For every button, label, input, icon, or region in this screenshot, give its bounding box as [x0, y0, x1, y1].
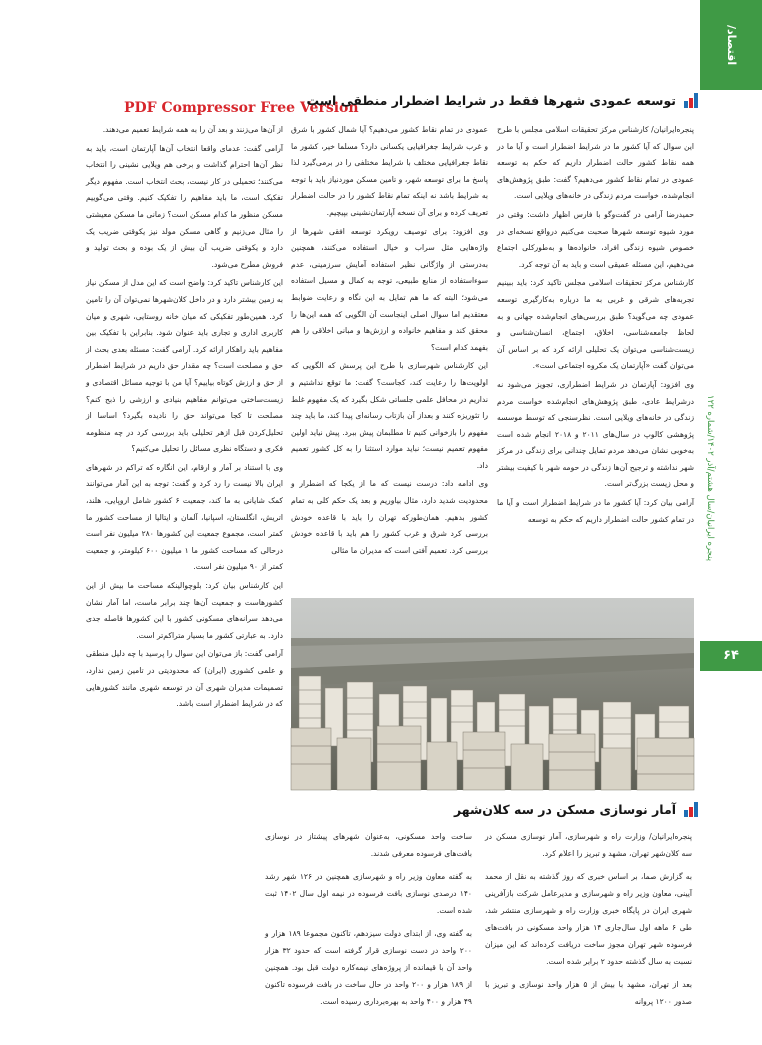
paragraph: به گفته وی، از ابتدای دولت سیزدهم، تاکنون مجموعا ۱۸۹ هزار و ۲۰۰ واحد در دست نوسازی قرار گرفته است که حدود ۳۲ هزار واحد آن با قیمانده از پروژه‌های نیمه‌کاره دولت قبل بود. همچنین از ۱۸۹ هزار و ۲۰۰ واحد در حال ساخت در بافت فرسوده تاکنون ۴۹ هزار و ۴۰۰ واحد به بهره‌برداری رسیده است. — [265, 929, 473, 1006]
paragraph: پنجره‌ایرانیان/ وزارت راه و شهرسازی، آمار نوسازی مسکن در سه کلان‌شهر تهران، مشهد و تبریز را اعلام کرد. — [485, 832, 692, 858]
page-number: ۶۴ — [700, 641, 762, 671]
paragraph: حمیدرضا آرامی در گفت‌وگو با فارس اظهار داشت: وقتی در مورد شیوه توسعه شهرها صحبت می‌کنیم درواقع نسخه‌ای در خصوص شیوه زندگی افراد، خانواده‌ها و به‌طورکلی اجتماع می‌دهیم، این مسئله عمیقی است و باید به آن توجه کرد. — [497, 209, 694, 269]
paragraph: پنجره‌ایرانیان/ کارشناس مرکز تحقیقات اسلامی مجلس با طرح این سوال که آیا کشور ما در شرایط اضطرار است و آیا ما در همه نقاط کشور حالت اضطرار داریم که حکم به توسعه عمودی در تمام نقاط کشور می‌دهیم؟ گفت: طبق پژوهش‌های انجام‌شده، خواست مردم زندگی در خانه‌های ویلایی است. — [497, 125, 694, 201]
article1-column-2 — [291, 122, 488, 596]
paragraph: ساخت واحد مسکونی، به‌عنوان شهرهای پیشتاز در نوسازی بافت‌های فرسوده معرفی شدند. — [265, 832, 472, 858]
cityscape-photo — [291, 598, 694, 790]
paragraph: به گفته معاون وزیر راه و شهرسازی همچنین در ۱۲۶ شهر رشد ۱۴۰ درصدی نوسازی بافت فرسوده در نیمه اول سال ۱۴۰۲ ثبت شده است. — [265, 872, 472, 915]
paragraph: به گزارش صما، بر اساس خبری که روز گذشته به نقل از محمد آیینی، معاون وزیر راه و شهرسازی و مدیرعامل شرکت بازآفرینی شهری ایران در پایگاه خبری وزارت راه و شهرسازی منتشر شد، طی ۶ ماهه اول سال‌جاری ۱۴ هزار واحد مسکونی در بافت‌های فرسوده شهر تهران مجوز ساخت دریافت کرده‌اند که این میزان نسبت به سال گذشته حدود ۲ برابر شده است. — [485, 872, 692, 966]
section-tab-label: اقتصاد/ماکرو/رنگ — [679, 16, 738, 74]
paragraph: وی افزود: آپارتمان در شرایط اضطراری، تجویز می‌شود نه درشرایط عادی، طبق پژوهش‌های انجام‌شده خواست مردم زندگی در خانه‌های ویلایی است. نظرسنجی که توسط موسسه پژوهشی کالوپ در سال‌های ۲۰۱۱ و ۲۰۱۸ انجام شده است به‌خوبی نشان می‌دهد مردم تمایل چندانی برای زندگی در مرکز شهر نداشته و ترجیح آن‌ها زندگی در حومه شهر با کیفیت بیشتر و محل زیست بزرگ‌تر است. — [497, 379, 694, 489]
article1-title: توسعه عمودی شهرها فقط در شرایط اضطرار منطقی است — [306, 92, 676, 108]
article2-headline — [440, 797, 698, 821]
pdf-compressor-banner: PDF Compressor Free Version — [124, 100, 359, 116]
paragraph: بعد از تهران، مشهد با بیش از ۵ هزار واحد نوسازی و تبریز با صدور ۱۲۰۰ پروانه — [485, 980, 692, 1006]
paragraph: عمودی در تمام نقاط کشور می‌دهیم؟ آیا شمال کشور با شرق و غرب شرایط جغرافیایی یکسانی دارد؟ مسلما خیر، کشور ما نقاط جغرافیایی مختلف با شرایط مختلفی را در برمی‌گیرد لذا پاسخ ما برای توسعه شهر، و تامین مسکن موردنیاز باید با توجه به شرایط باشد نه اینکه تمام نقاط کشور را در حالت اضطرار تعریف کرده و برای آن نسخه آپارتمان‌نشینی بپیچیم. — [291, 125, 488, 217]
article1-column-3 — [86, 122, 283, 792]
paragraph: این کارشناس تاکید کرد: واضح است که این مدل از مسکن نیاز به زمین بیشتر دارد و در داخل کلان‌شهرها نمی‌توان آن را تامین کرد. همین‌طور تفکیکی که میان خانه روستایی، شهری و میان کاربری اداری و تجاری باید عنوان شود. بنابراین با تفکیک بین مفاهیم باید راهکار ارائه کرد. آرامی گفت: مسئله بعدی بحث از حق و مصلحت است؟ چه مقدار حق داریم در شرایط اضطرار از حق و ارزش کوتاه بیاییم؟ آیا من با توجیه مسائل اقتصادی و زیست‌ساختی می‌توانم مفاهیم بنیادی و ارزشی را ذبح کنم؟ مصلحت تا کجا می‌تواند حق را نادیده بگیرد؟ اساسا از تحلیل‌کردن قبل ازهر تحلیلی باید بررسی کرد در چه منظومه فکری و دستگاه نظری مسائل را تحلیل می‌کنیم؟ — [86, 278, 283, 454]
paragraph: این کارشناس بیان کرد: بلوچوالینکه مساحت ما بیش از این کشورهاست و جمعیت آن‌ها چند برابر ماست، اما آمار نشان می‌دهد سرانه‌های مسکونی کشور با این کشورها فاصله جدی دارد. به عبارتی کشور ما بسیار متراکم‌تر است. — [86, 581, 283, 640]
paragraph: کارشناس مرکز تحقیقات اسلامی مجلس تاکید کرد: باید ببینیم تجربه‌های شرقی و غربی به ما درباره به‌کارگیری توسعه عمودی چه می‌گوید؟ طبق بررسی‌های انجام‌شده جهانی و به لحاظ جامعه‌شناسی، اخلاق، اجتماع، انسان‌شناسی و زیست‌شناسی می‌توان یک تحلیلی ارائه کرد که بر اساس آن می‌توان گفت «آپارتمان یک مکروه اجتماعی است». — [497, 278, 694, 371]
chart-bars-icon — [682, 92, 698, 108]
article2-column-1 — [485, 828, 692, 1006]
article2-column-2 — [265, 828, 473, 1006]
article1-column-1 — [497, 122, 694, 596]
paragraph: آرامی گفت: باز می‌توان این سوال را پرسید با چه دلیل منطقی و علمی کشوری (ایران) که محدودیتی در تامین زمین ندارد، تصمیمات مدیران شهری آن در توسعه شهری مانند کشورهایی که در شرایط اضطرار است باشد. — [86, 649, 283, 709]
paragraph: آرامی بیان کرد: آیا کشور ما در شرایط اضطرار است و آیا ما در تمام کشور حالت اضطرار داریم که حکم به توسعه — [497, 498, 694, 524]
paragraph: وی ادامه داد: درست نیست که ما از یکجا که اضطرار و محدودیت شدید دارد، مثال بیاوریم و بعد یک حکم کلی به تمام کشور بدهیم. همان‌طورکه تهران را باید با قاعده خودش بررسی کرد شرق و غرب کشور را هم باید با قاعده خودش بررسی کرد. تعمیم آفتی است که مدیران ما مثالی — [291, 479, 488, 555]
article1-headline — [306, 88, 698, 112]
paragraph: آرامی گفت: عدمای واقعا انتخاب آن‌ها آپارتمان است، باید به نظر آن‌ها احترام گذاشت و برخی هم ویلایی نشینی را انتخاب می‌کنند؛ تحمیلی در کار نیست، بحث انتخاب است. مفهوم دیگر تفکیک است، ما باید مفاهیم را تفکیک کنیم. وقتی می‌گوییم مسکن منظور ما کدام مسکن است؟ زمانی ما مسکن معیشتی را مثال می‌زنیم و گاهی مسکن مولد نیز یکوقتی ضریب یک دارد و یکوقتی ضریب آن بیش از یک بوده و بحث تولید و فروش مطرح می‌شود. — [86, 143, 283, 269]
paragraph: وی افزود: برای توصیف رویکرد توسعه افقی شهرها از واژه‌هایی مثل سراب و خیال استفاده می‌کنند، همچنین به‌درستی از واژگانی نظیر استفاده آمایش سرزمینی، عدم سوءاستفاده از منابع طبیعی، توجه به کمال و مسیل استفاده می‌شود؛ البته که ما هم تمایل به این نگاه و رعایت ضوابط معتقدیم اما سوال اصلی اینجاست آن الگویی که همه این‌ها را محقق کند و مفاهیم خانواده و ارزش‌ها و مبانی اخلاقی را هم بفهمد کدام است؟ — [291, 226, 488, 352]
article2-title: آمار نوسازی مسکن در سه کلان‌شهر — [453, 801, 676, 817]
paragraph: این کارشناس شهرسازی با طرح این پرسش که الگویی که اولویت‌ها را رعایت کند، کجاست؟ گفت: ما توقع نداشتیم و نداریم در محافل علمی جلساتی شکل بگیرد که یک مفهوم غلط را تئوریزه کنند و بعداز آن بازتاب رسانه‌ای پیدا کند، ما باید چند مفهوم را بازخوانی کنیم تا مطلبمان پیش ببرد. پیش نیاید اولین مفهوم تعمیم نیست؛ نباید موارد استثنا را به کل کشور تعمیم داد. — [291, 361, 488, 470]
paragraph: از آن‌ها می‌زنند و بعد آن را به همه شرایط تعمیم می‌دهند. — [102, 125, 283, 134]
paragraph: وی با استناد بر آمار و ارقام، این انگاره که تراکم در شهرهای ایران بالا نیست را رد کرد و گفت: توجه به این آمار می‌توانند کمک شایانی به ما کند، جمعیت ۶ کشور شامل اروپایی، هلند، اتریش، انگلستان، اسپانیا، آلمان و ایتالیا از مساحت کشور ما کمتر است، مجموع جمعیت این کشورها ۲۸۰ میلیون نفر است درحالی که مساحت کشور ما ۱ میلیون ۶۰۰ کیلومتر، و جمعیت کمتر از ۹۰ میلیون نفر است. — [86, 462, 284, 572]
issue-info: پنجره ایرانیان/سال هشتم/آذر ۱۴۰۲/شماره ۱۲۲ — [705, 395, 715, 562]
chart-bars-icon — [682, 801, 698, 817]
